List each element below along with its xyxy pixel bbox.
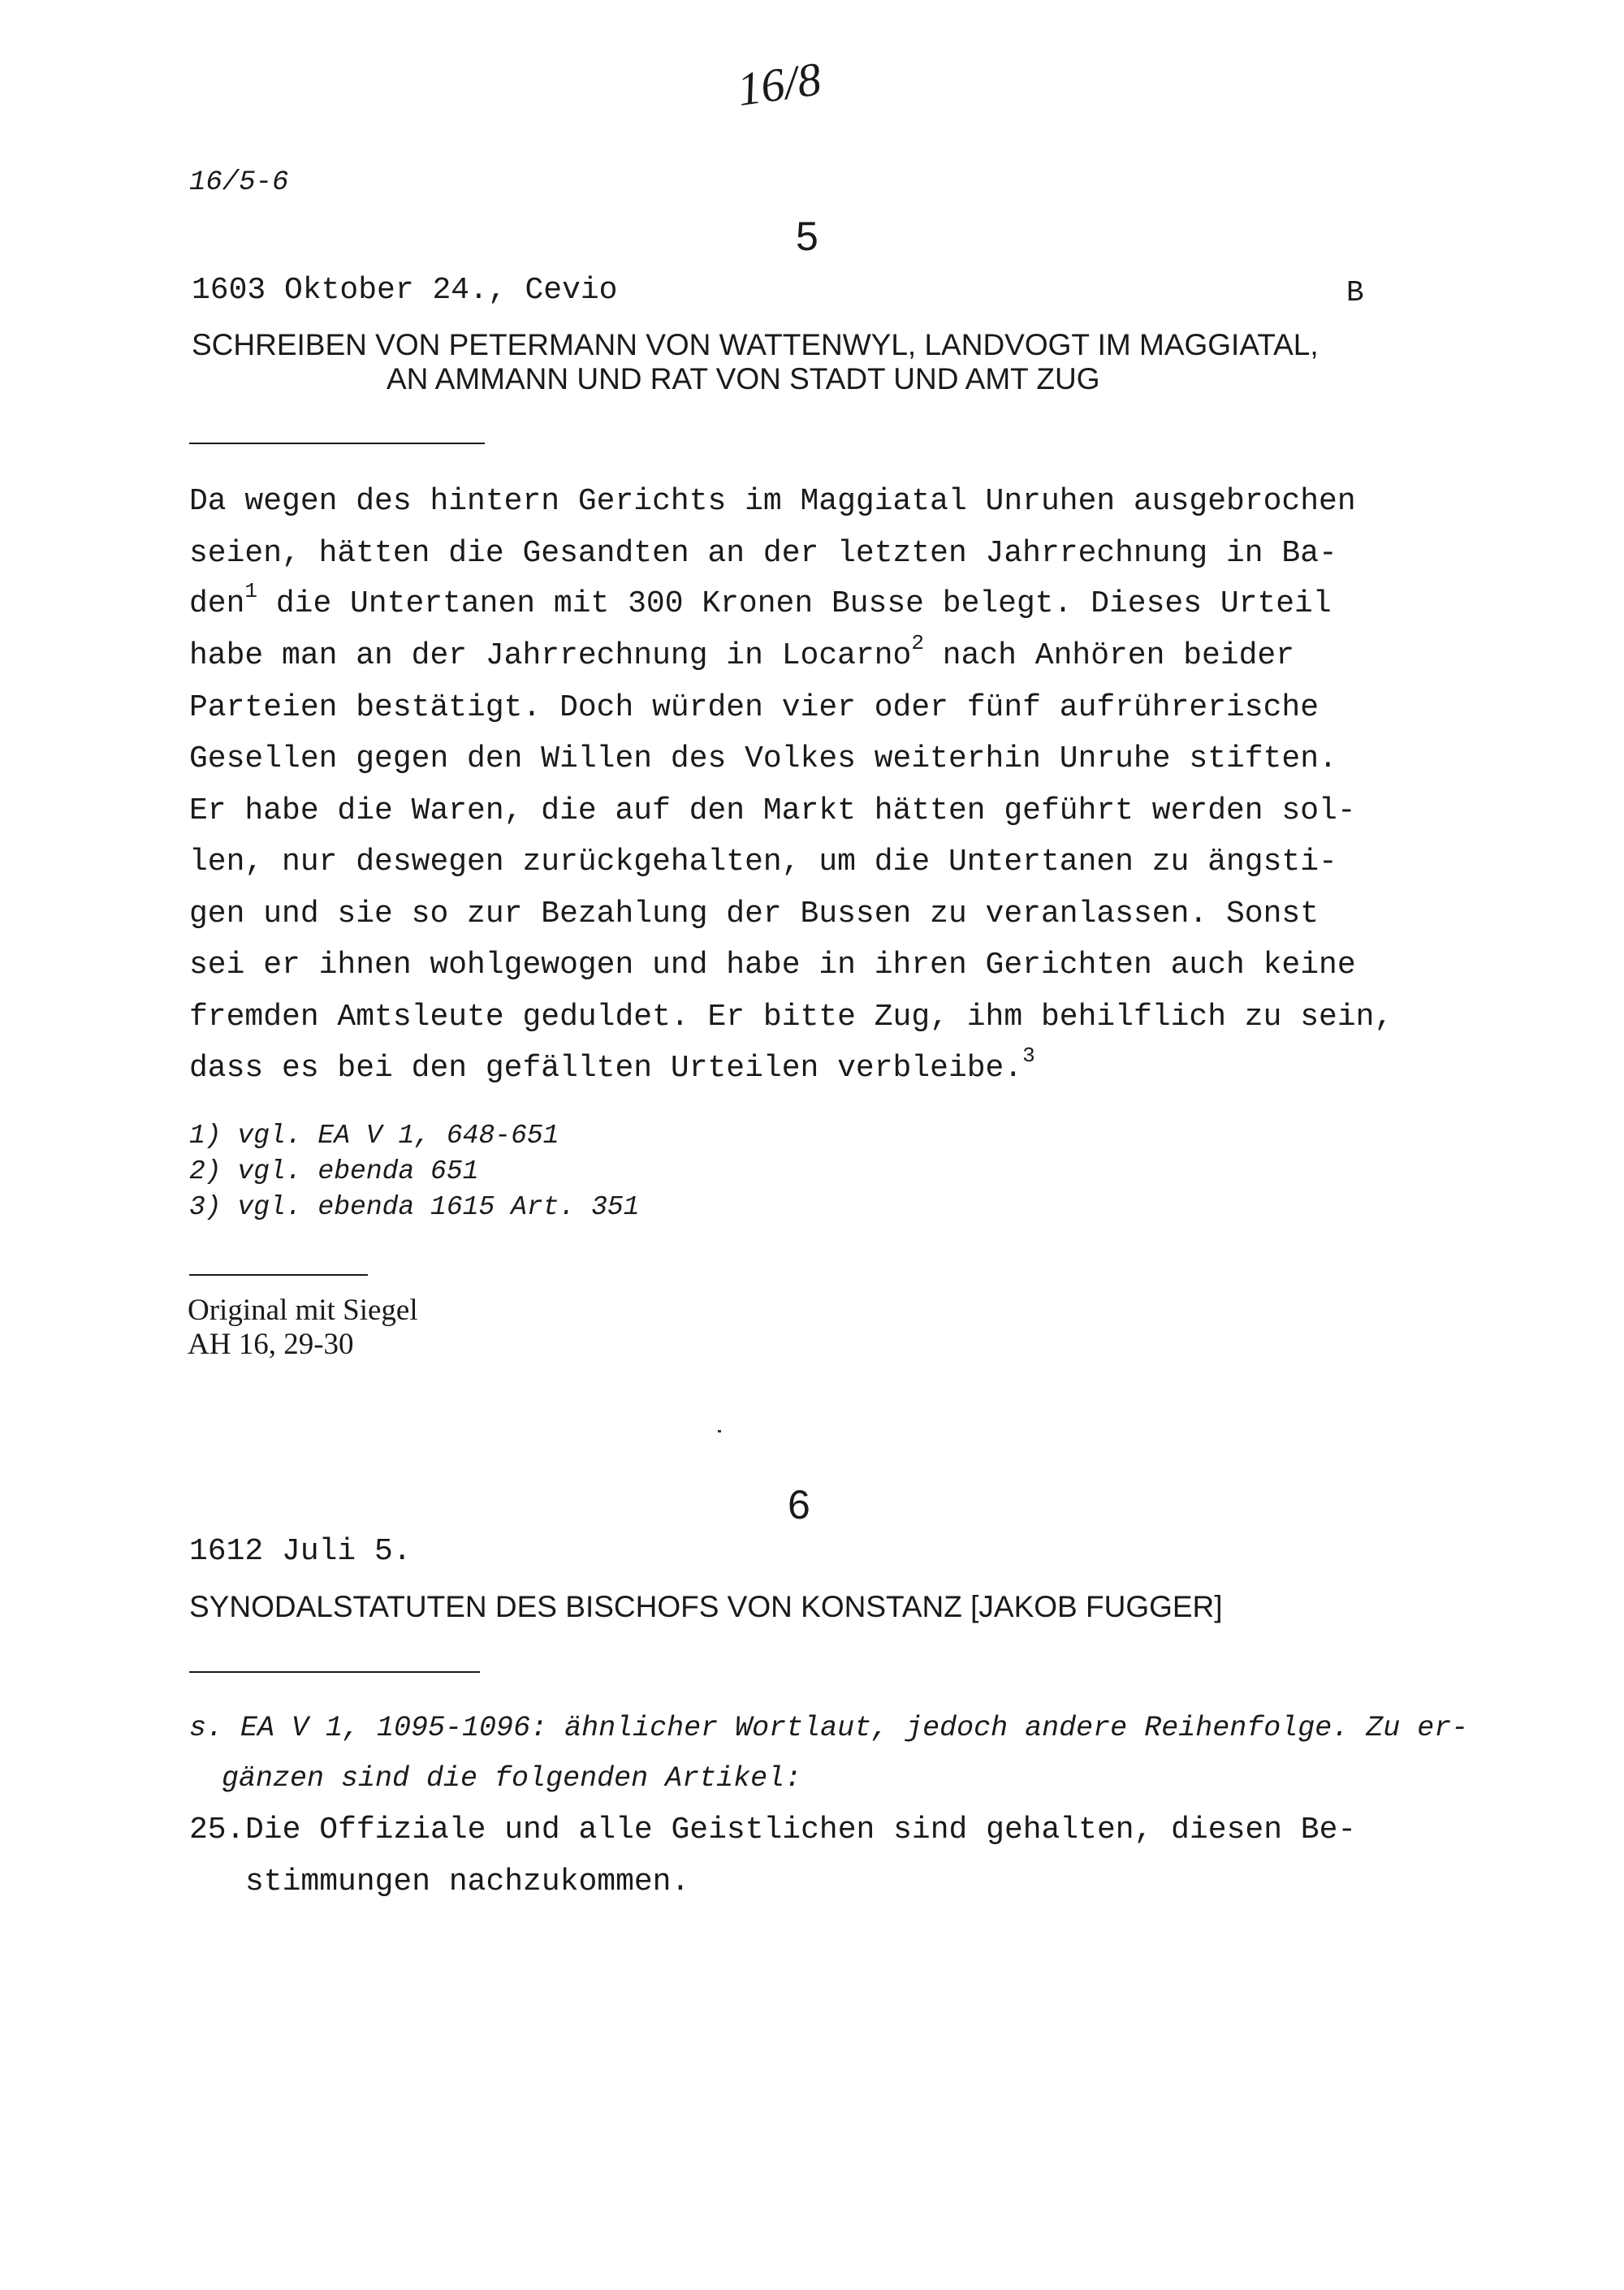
source-reference: AH 16, 29-30 bbox=[188, 1328, 354, 1361]
body-text: dass es bei den gefällten Urteilen verbleibe. bbox=[189, 1051, 1023, 1086]
body-text: die Untertanen mit 300 Kronen Busse belegt. Dieses Urteil bbox=[257, 586, 1332, 621]
separator-rule bbox=[189, 1671, 480, 1673]
body-line: sei er ihnen wohlgewogen und habe in ihren Gerichten auch keine bbox=[189, 948, 1356, 983]
document-title-line-2: AN AMMANN UND RAT VON STADT UND AMT ZUG bbox=[387, 362, 1100, 395]
body-text: den bbox=[189, 586, 245, 621]
footnote-ref-3: 3 bbox=[1022, 1043, 1035, 1068]
body-text: habe man an der Jahrrechnung in Locarno bbox=[189, 638, 912, 673]
body-line bbox=[189, 1043, 1035, 1086]
document-type-letter: B bbox=[1346, 276, 1364, 309]
editorial-note-line-1: s. EA V 1, 1095-1096: ähnlicher Wortlaut, jedoch andere Reihenfolge. Zu er- bbox=[189, 1712, 1469, 1744]
body-line bbox=[189, 579, 1332, 621]
article-text-line-2: stimmungen nachzukommen. bbox=[245, 1864, 690, 1899]
separator-rule bbox=[189, 443, 485, 444]
editorial-note-line-2: gänzen sind die folgenden Artikel: bbox=[222, 1762, 802, 1795]
body-line: Gesellen gegen den Willen des Volkes weiterhin Unruhe stiften. bbox=[189, 741, 1337, 776]
document-date-place: 1603 Oktober 24., Cevio bbox=[192, 273, 618, 308]
document-title: SYNODALSTATUTEN DES BISCHOFS VON KONSTANZ [JAKOB FUGGER] bbox=[189, 1590, 1223, 1623]
body-line: Da wegen des hintern Gerichts im Maggiatal Unruhen ausgebrochen bbox=[189, 484, 1356, 519]
body-line: Parteien bestätigt. Doch würden vier oder fünf aufrührerische bbox=[189, 690, 1320, 725]
separator-rule bbox=[189, 1274, 368, 1276]
article-text-line-1: Die Offiziale und alle Geistlichen sind gehalten, diesen Be- bbox=[245, 1813, 1357, 1847]
document-title-line-1: SCHREIBEN VON PETERMANN VON WATTENWYL, LANDVOGT IM MAGGIATAL, bbox=[192, 328, 1319, 361]
footnote: 2) vgl. ebenda 651 bbox=[189, 1156, 479, 1186]
body-line: fremden Amtsleute geduldet. Er bitte Zug, ihm behilflich zu sein, bbox=[189, 1000, 1393, 1035]
body-line bbox=[189, 631, 1295, 673]
scan-speck bbox=[718, 1430, 721, 1432]
body-text: nach Anhören beider bbox=[923, 638, 1295, 673]
footnote: 1) vgl. EA V 1, 648-651 bbox=[189, 1121, 559, 1151]
body-line: gen und sie so zur Bezahlung der Bussen zu veranlassen. Sonst bbox=[189, 897, 1320, 931]
footnote-ref-1: 1 bbox=[244, 579, 258, 603]
source-description: Original mit Siegel bbox=[188, 1294, 418, 1327]
body-line: seien, hätten die Gesandten an der letzten Jahrrechnung in Ba- bbox=[189, 536, 1337, 571]
document-number-5: 5 bbox=[796, 214, 818, 259]
document-date: 1612 Juli 5. bbox=[189, 1534, 412, 1569]
body-line: Er habe die Waren, die auf den Markt hätten geführt werden sol- bbox=[189, 793, 1356, 828]
body-line: len, nur deswegen zurückgehalten, um die Untertanen zu ängsti- bbox=[189, 845, 1337, 879]
footnote: 3) vgl. ebenda 1615 Art. 351 bbox=[189, 1192, 640, 1222]
archive-mark: 16/8 bbox=[733, 52, 825, 116]
article-number: 25. bbox=[189, 1813, 245, 1847]
footnote-ref-2: 2 bbox=[911, 631, 924, 655]
document-number-6: 6 bbox=[788, 1482, 810, 1527]
reference-code: 16/5-6 bbox=[189, 167, 289, 198]
